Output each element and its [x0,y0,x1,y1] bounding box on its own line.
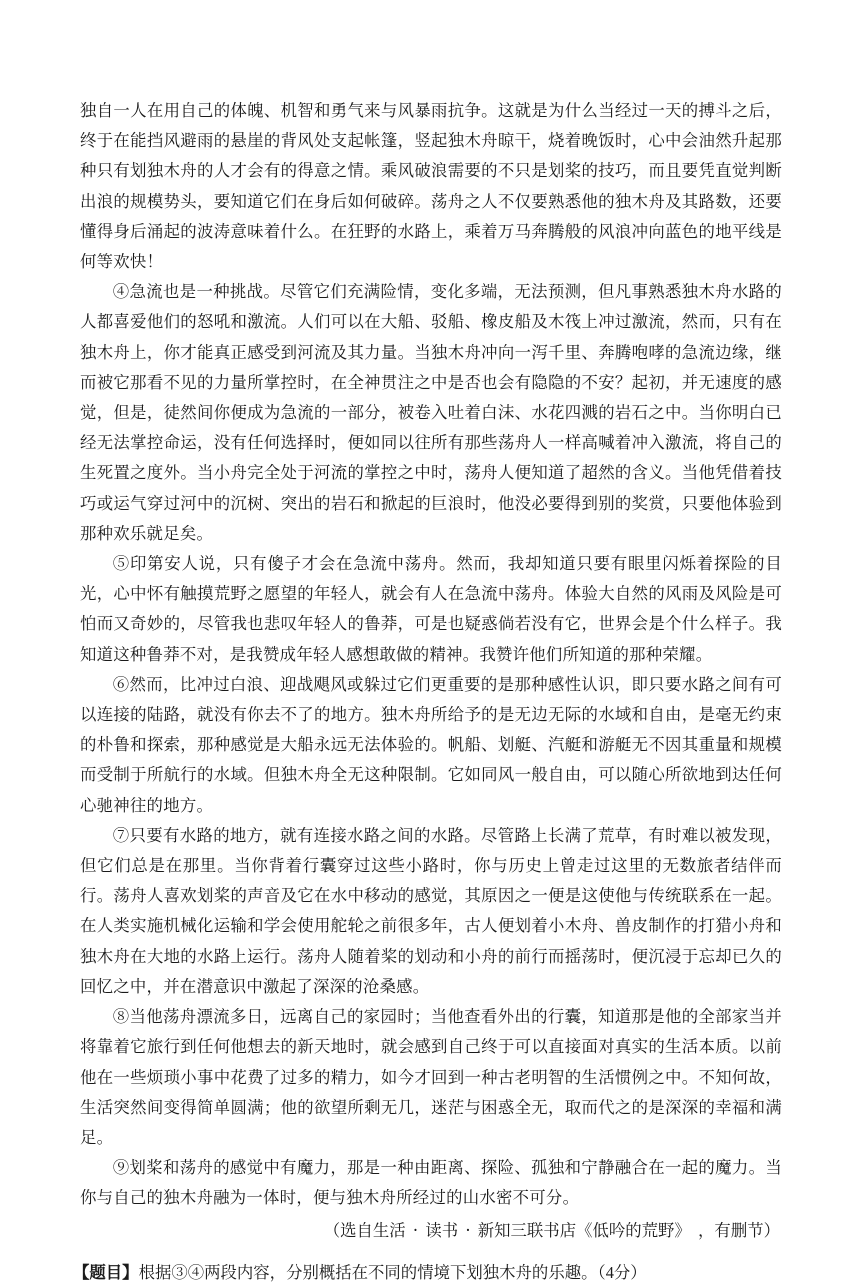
paragraph-4: ④急流也是一种挑战。尽管它们充满险情，变化多端，无法预测，但凡事熟悉独木舟水路的人都喜爱他们的怒吼和激流。人们可以在大船、驳船、橡皮船及木筏上冲过激流，然而，只有在独木舟上，你才能真正感受到河流及其力量。当独木舟冲向一泻千里、奔腾咆哮的急流边缘，继而被它那看不见的力量所掌控时，在全神贯注之中是否也会有隐隐的不安？起初，并无速度的感觉，但是，徒然间你便成为急流的一部分，被卷入吐着白沫、水花四溅的岩石之中。当你明白已经无法掌控命运，没有任何选择时，便如同以往所有那些荡舟人一样高喊着冲入激流，将自己的生死置之度外。当小舟完全处于河流的掌控之中时，荡舟人便知道了超然的含义。当他凭借着技巧或运气穿过河中的沉树、突出的岩石和掀起的巨浪时，他没必要得到别的奖赏，只要他体验到那种欢乐就足矣。 [80,282,782,543]
source-citation: （选自生活 · 读书 · 新知三联书店《低吟的荒野》 ，有删节） [323,1220,780,1240]
paragraph-9: ⑨划桨和荡舟的感觉中有魔力，那是一种由距离、探险、孤独和宁静融合在一起的魔力。当你与自己的独木舟融为一体时，便与独木舟所经过的山水密不可分。 [80,1158,782,1208]
paragraph-5: ⑤印第安人说，只有傻子才会在急流中荡舟。然而，我却知道只要有眼里闪烁着探险的目光，心中怀有触摸荒野之愿望的年轻人，就会有人在急流中荡舟。体验大自然的风雨及风险是可怕而又奇妙的，尽管我也悲叹年轻人的鲁莽，可是也疑惑倘若没有它，世界会是个什么样子。我知道这种鲁莽不对，是我赞成年轻人感想敢做的精神。我赞许他们所知道的那种荣耀。 [80,554,782,664]
paragraph-8: ⑧当他荡舟漂流多日，远离自己的家园时；当他查看外出的行囊，知道那是他的全部家当并将靠着它旅行到任何他想去的新天地时，就会感到自己终于可以直接面对真实的生活本质。以前他在一些烦琐小事中花费了过多的精力，如今才回到一种古老明智的生活惯例之中。不知何故，生活突然间变得简单圆满；他的欲望所剩无几，迷茫与困惑全无，取而代之的是深深的幸福和满足。 [80,1007,782,1147]
paragraph-7: ⑦只要有水路的地方，就有连接水路之间的水路。尽管路上长满了荒草，有时难以被发现，但它们总是在那里。当你背着行囊穿过这些小路时，你与历史上曾走过这里的无数旅者结伴而行。荡舟人喜欢划桨的声音及它在水中移动的感觉，其原因之一便是这使他与传统联系在一起。在人类实施机械化运输和学会使用舵轮之前很多年，古人便划着小木舟、兽皮制作的打猎小舟和独木舟在大地的水路上运行。荡舟人随着桨的划动和小舟的前行而摇荡时，便沉浸于忘却已久的回忆之中，并在潜意识中激起了深深的沧桑感。 [80,825,782,996]
question-prompt [73,1258,782,1288]
question-text: 根据③④两段内容，分别概括在不同的情境下划独木舟的乐趣。（4分） [138,1262,647,1282]
question-tag: 【题目】 [73,1262,139,1282]
paragraph-6: ⑥然而，比冲过白浪、迎战飓风或躲过它们更重要的是那种感性认识，即只要水路之间有可以连接的陆路，就没有你去不了的地方。独木舟所给予的是无边无际的水域和自由，是毫无约束的朴鲁和探索，那种感觉是大船永远无法体验的。帆船、划艇、汽艇和游艇无不因其重量和规模而受制于所航行的水域。但独木舟全无这种限制。它如同风一般自由，可以随心所欲地到达任何心驰神往的地方。 [80,674,782,815]
paragraph-3-continued: 独自一人在用自己的体魄、机智和勇气来与风暴雨抗争。这就是为什么当经过一天的搏斗之后，终于在能挡风避雨的悬崖的背风处支起帐篷，竖起独木舟晾干，烧着晚饭时，心中会油然升起那种只有划独木舟的人才会有的得意之情。乘风破浪需要的不只是划桨的技巧，而且要凭直觉判断出浪的规模势头，要知道它们在身后如何破碎。荡舟之人不仅要熟悉他的独木舟及其路数，还要懂得身后涌起的波涛意味着什么。在狂野的水路上，乘着万马奔腾般的风浪冲向蓝色的地平线是何等欢快！ [80,101,782,272]
document-page [73,96,782,1288]
